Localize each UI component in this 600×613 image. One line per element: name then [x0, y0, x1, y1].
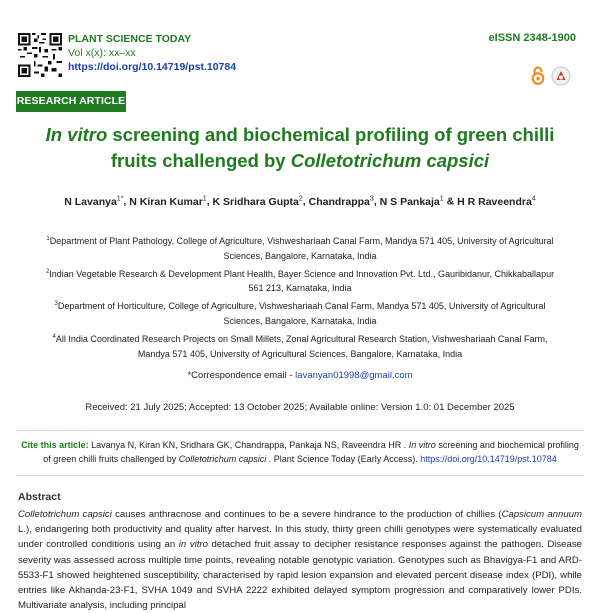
divider: [16, 430, 584, 431]
europepmc-icon[interactable]: [551, 66, 571, 86]
open-access-icon[interactable]: [531, 66, 545, 85]
abstract-body: Colletotrichum capsici causes anthracnose and continues to be a severe hindrance to the production of chillies (Capsicum annuum L.), endangering both productivity and quality after harvest. In this study, thirty green chilli genotypes were systematically evaluated under controlled conditions using an in vitro detached fruit assay to decipher resistance responses against the pathogen. Disease severity was assessed across multiple time points, revealing notable genotypic variation. Genotypes such as Bhavigya-F1 and ARD-5533-F1 showed heightened susceptibility, characterised by rapid lesion expansion and elevated percent disease index (PDI), while entries like Akhanda-23-F1, SVHA 1049 and SVHA 2222 exhibited delayed symptom progression and comparatively lower PDIs. Multivariate analysis, including principal: [18, 509, 582, 612]
article-title: [20, 122, 580, 174]
eissn: eISSN 2348-1900: [488, 32, 576, 44]
divider: [16, 475, 584, 476]
header-doi-link[interactable]: https://doi.org/10.14719/pst.10784: [68, 61, 237, 73]
publication-dates: Received: 21 July 2025; Accepted: 13 October 2025; Available online: Version 1.0: 01 December 2025: [85, 402, 515, 413]
author: N Kiran Kumar$^1$: [129, 195, 207, 208]
qr-code-icon: [18, 33, 62, 77]
journal-info: [68, 32, 236, 74]
affiliations: [40, 232, 560, 363]
affiliation: $^3$Department of Horticulture, College of Agriculture, Vishweshariaah Canal Farm, Mandya 571 405, University of Agricultural Sciences, Bangalore, Karnataka, India: [54, 301, 546, 326]
title-main: screening and biochemical profiling of green chilli fruits challenged by: [107, 124, 555, 171]
affiliation: $^4$All India Coordinated Research Projects on Small Millets, Zonal Agricultural Research Station, Vishweshariaah Canal Farm, Mandya 571 405, University of Agricultural Sciences, Bangalore, Karnataka, India: [52, 334, 548, 359]
article-type-badge: RESEARCH ARTICLE: [16, 91, 126, 112]
author: H R Raveendra$^4$: [457, 195, 536, 208]
author: N Lavanya$^{1*}$: [64, 195, 124, 208]
author: K Sridhara Gupta$^2$: [212, 195, 303, 208]
abstract-heading: Abstract: [18, 491, 61, 503]
affiliation: $^1$Department of Plant Pathology, College of Agriculture, Vishweshariaah Canal Farm, Mandya 571 405, University of Agricultural Sciences, Bangalore, Karnataka, India: [46, 236, 554, 261]
title-italic-lead: In vitro: [45, 124, 108, 145]
correspondence: [20, 370, 580, 381]
citation-doi-link[interactable]: https://doi.org/10.14719/pst.10784: [420, 453, 557, 464]
correspondence-email-link[interactable]: lavanyan01998@gmail.com: [295, 370, 413, 381]
citation: Cite this article: Lavanya N, Kiran KN, Sridhara GK, Chandrappa, Pankaja NS, Raveendra HR . In vitro screening and biochemical profiling of green chilli fruits challenged by Colletotrichum capsici . Plant Science Today (Early Access). https://doi.org/10.14719/pst.10784: [21, 440, 579, 464]
author: N S Pankaja$^1$: [379, 195, 444, 208]
author-list: N Lavanya$^{1*}$, N Kiran Kumar$^1$, K Sridhara Gupta$^2$, Chandrappa$^3$, N S Pankaja$^1$ & H R Raveendra$^4$: [64, 195, 536, 208]
citation-label: Cite this article:: [21, 440, 89, 450]
affiliation: $^2$Indian Vegetable Research & Development Plant Health, Bayer Science and Innovation Pvt. Ltd., Gauribidanur, Chikkaballapur 561 213, Karnataka, India: [45, 268, 555, 294]
correspondence-label: *Correspondence email -: [187, 370, 296, 381]
author: Chandrappa$^3$: [308, 195, 374, 208]
journal-name: PLANT SCIENCE TODAY: [68, 33, 192, 45]
title-italic-organism: Colletotrichum capsici: [290, 150, 490, 171]
volume-info: Vol x(x): xx–xx: [68, 47, 136, 59]
